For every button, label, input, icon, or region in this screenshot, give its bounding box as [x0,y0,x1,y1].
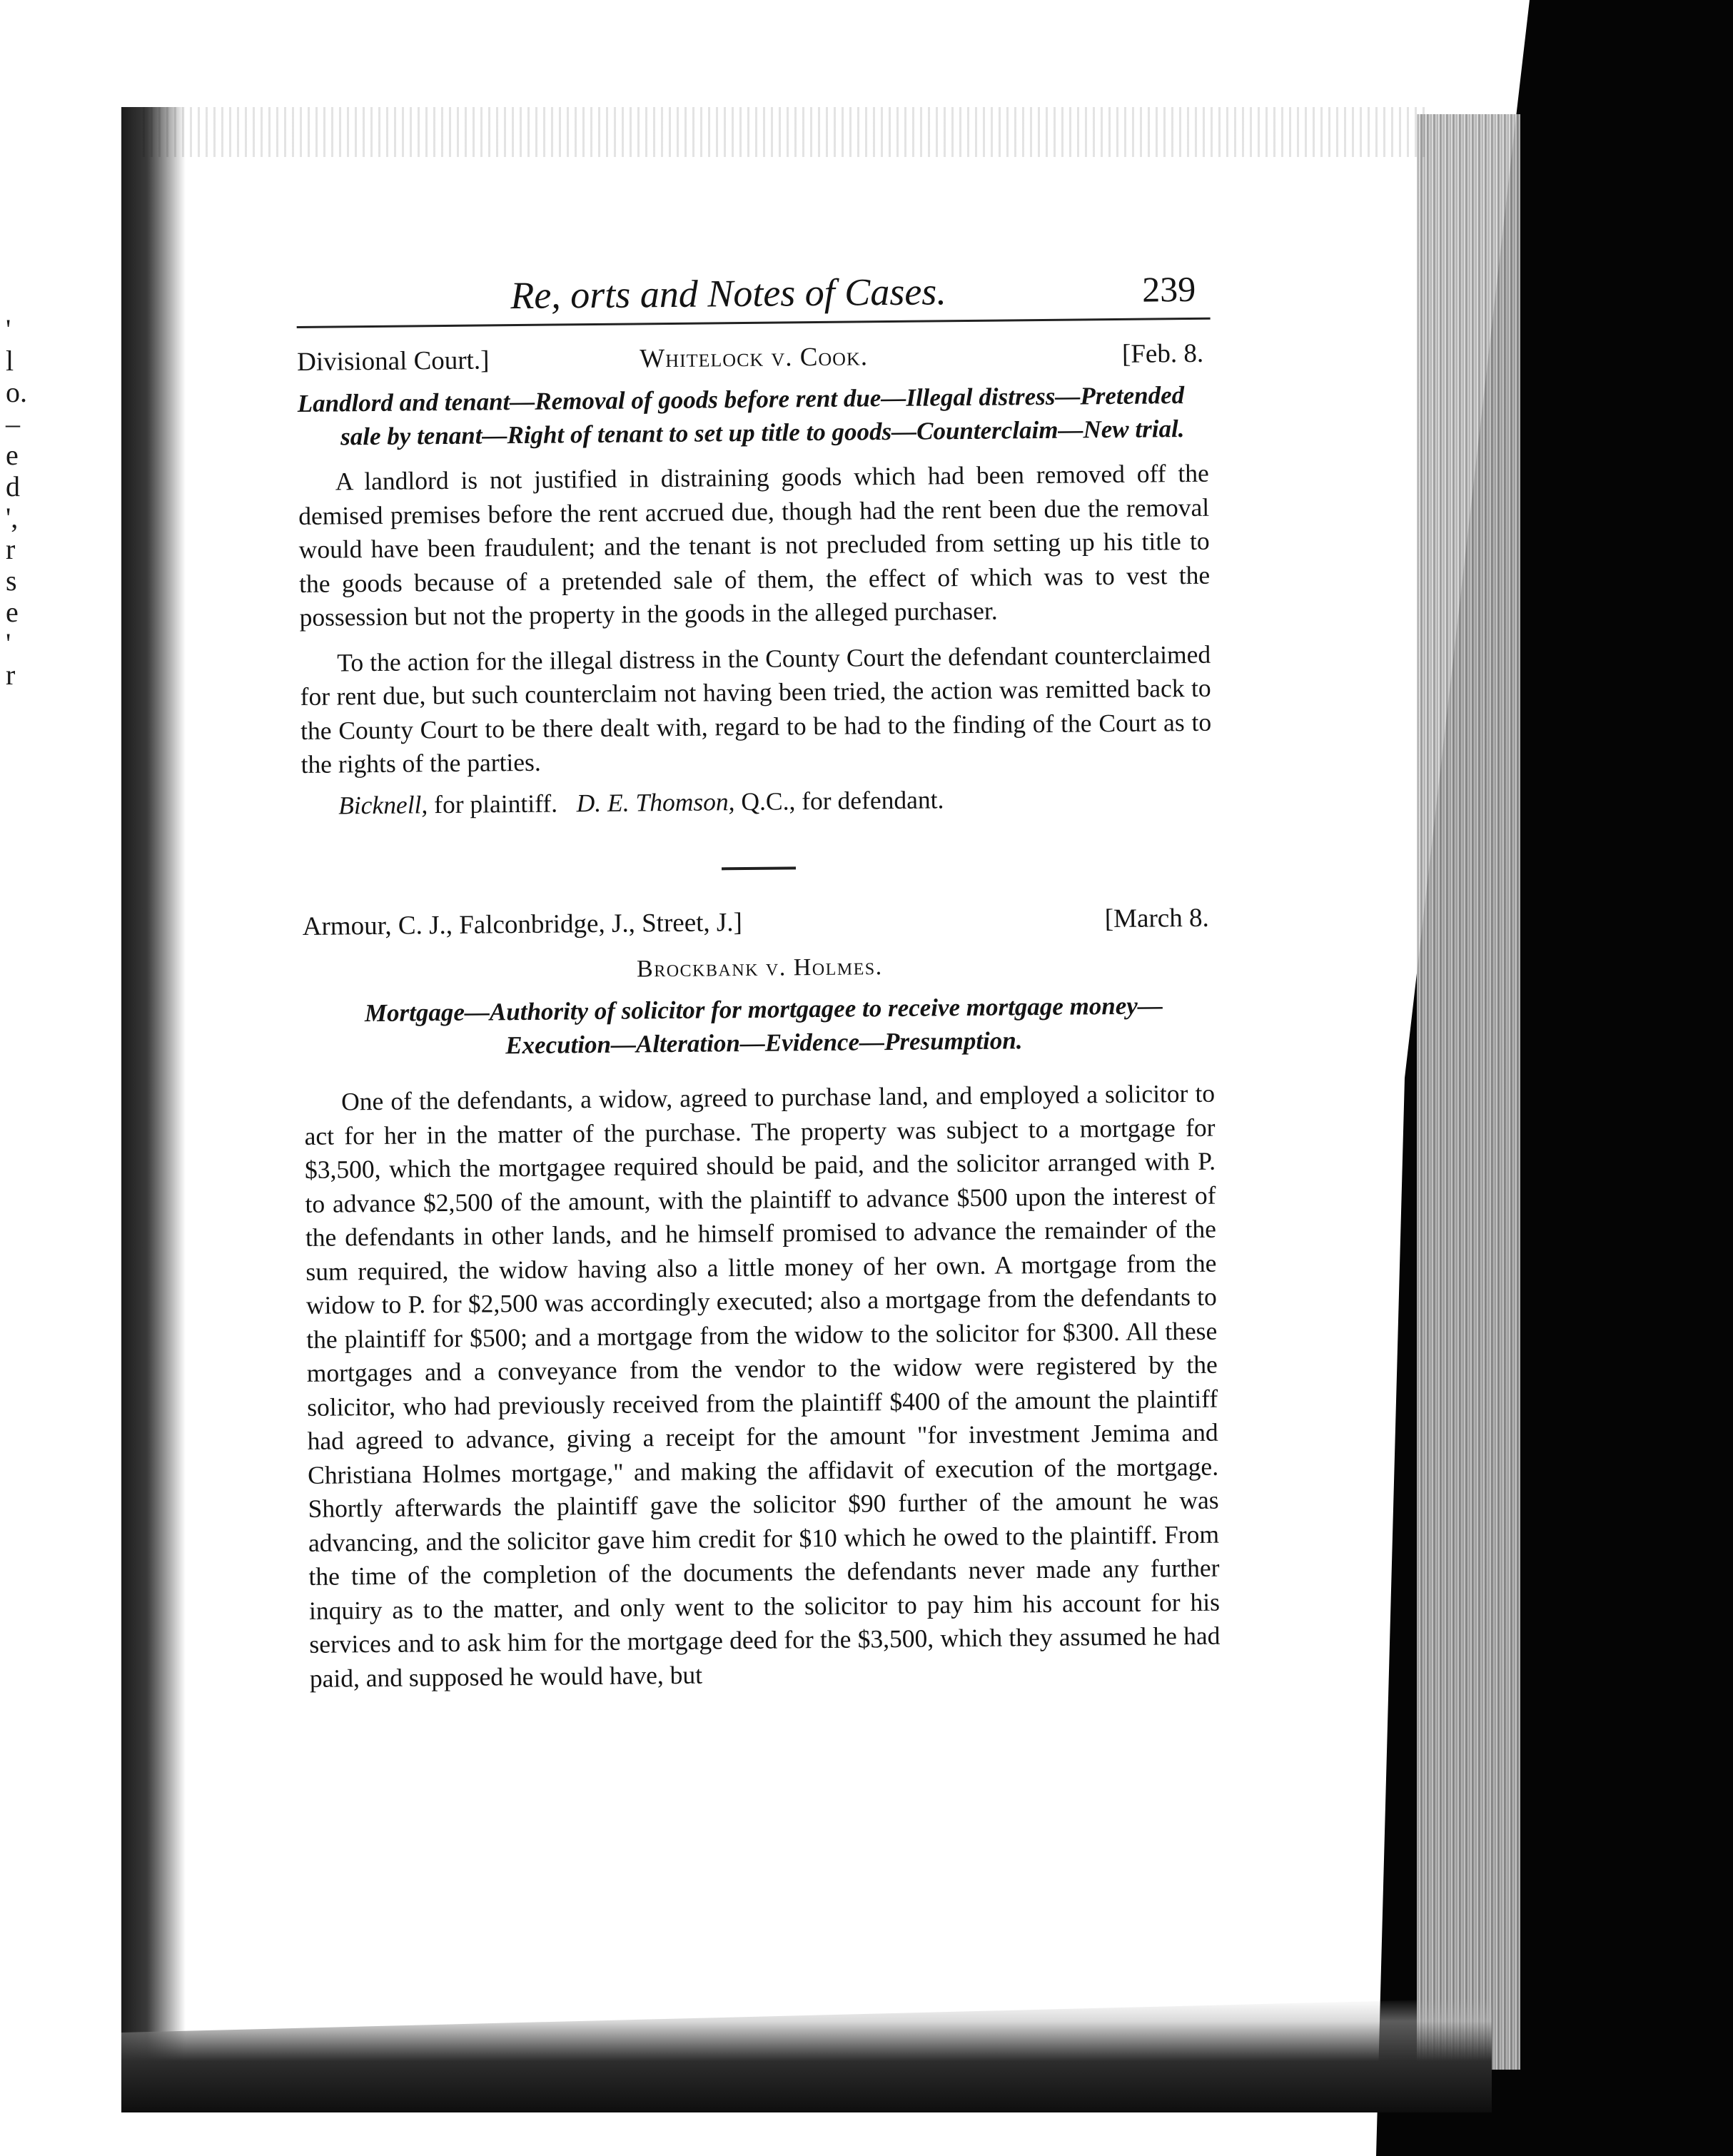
case-separator-rule [722,866,796,870]
margin-fragment: ', [6,502,19,534]
margin-fragment: d [6,470,20,502]
case1-counsel [301,780,1215,823]
page-content [296,266,1223,1696]
margin-fragment: l [6,345,14,377]
case1-headnote: Landlord and tenant—Removal of goods before rent due—Illegal distress—Pretended sale by tenant—Right of tenant to set up title to goods—Counterclaim—New trial. [297,381,1185,451]
case1-paragraph-1: A landlord is not justified in distraining goods which had been removed off the demised premises before the rent accrued due, though had the rent been due the removal would have been fraudulent; and the tenant is not precluded from setting up his title to the goods because of a pretended sale of them, the effect of which was to vest the possession but not the property in the goods in the alleged purchaser. [298,458,1211,632]
margin-fragment: o. [6,376,27,408]
book-page-edges [1417,114,1520,2070]
case2-paragraph-1: One of the defendants, a widow, agreed to purchase land, and employed a solicitor to act for her in the matter of the purchase. The property was subject to a mortgage for $3,500, which the mortgagee required should be paid, and the solicitor arranged with P. to advance $2,500 of the amount, with the plaintiff to advance $500 upon the interest of the defendants in other lands, and he himself promised to advance the remainder of the sum required, the widow having also a little money of her own. A mortgage from the widow to P. for $2,500 was accordingly executed; also a mortgage from the defendants to the plaintiff for $500; and a mortgage from the widow to the solicitor for $300. All these mortgages and a conveyance from the vendor to the widow were registered by the solicitor, who had previously received from the plaintiff $400 of the amount the plaintiff had agreed to advance, giving a receipt for the amount "for investment Jemima and Christiana Holmes mortgage," and making the affidavit of execution of the mortgage. Shortly afterwards the plaintiff gave the solicitor $90 further of the amount he was advancing, and the solicitor gave him credit for $10 which he owed to the plaintiff. From the time of the completion of the documents the defendants never made any further inquiry as to the matter, and only went to the solicitor to pay him his account for his services and to ask him for the mortgage deed for the $3,500, which they assumed he had paid, and supposed he would have, but [304,1078,1221,1693]
case2-headnote: Mortgage—Authority of solicitor for mortgagee to receive mortgage money—Execution—Alteration—Evidence—Presumption. [364,991,1163,1060]
margin-fragment: s [6,565,17,597]
case2-name: Brockbank v. Holmes. [636,953,883,983]
case1-name: Whitelock v. Cook. [640,342,869,374]
defendant-counsel-role: Q.C., for defendant. [734,784,944,816]
top-edge-noise [143,107,1428,157]
case1-heading [297,333,1211,387]
plaintiff-counsel-role: for plaintiff. [428,789,558,819]
running-head-title: Re, orts and Notes of Cases. [510,270,947,318]
margin-fragment: ' [6,313,11,345]
running-head [296,266,1211,328]
defendant-counsel-name: D. E. Thomson, [576,786,735,817]
case1-date: [Feb. 8. [1121,338,1204,369]
bottom-edge-shadow [121,1998,1492,2112]
case2-date: [March 8. [1104,903,1209,934]
page-number: 239 [1141,268,1196,310]
case1-paragraph-2: To the action for the illegal distress in the County Court the defendant counterclaimed for rent due, but such counterclaim not having been tried, the action was remitted back to the County Court to be there dealt with, regard to be had to the finding of the Court as to the rights of the parties. [300,639,1212,779]
case2-heading [302,897,1216,951]
margin-fragment: e [6,596,19,628]
case1-court: Divisional Court.] [296,345,490,377]
facing-page-margin-fragments [6,314,34,691]
case2-court: Armour, C. J., Falconbridge, J., Street, J.] [302,908,743,941]
margin-fragment: – [6,408,20,440]
gutter-shadow [121,107,186,2105]
margin-fragment: r [6,533,16,565]
plaintiff-counsel-name: Bicknell, [338,789,428,819]
margin-fragment: ' [6,627,11,659]
margin-fragment: e [6,439,19,471]
margin-fragment: r [6,659,16,691]
